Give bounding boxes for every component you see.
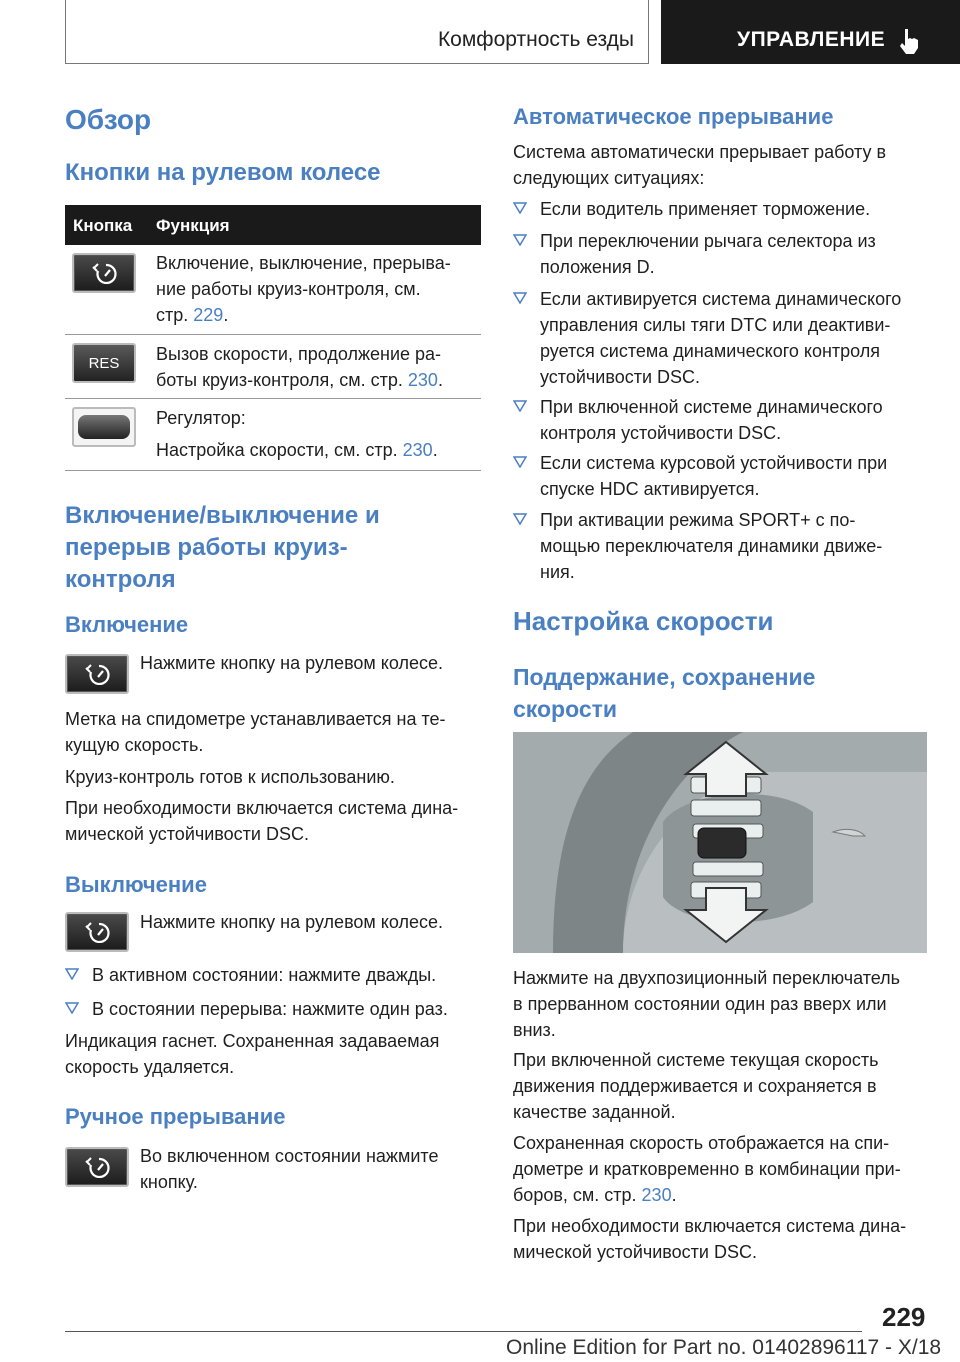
cruise-control-button-icon bbox=[65, 654, 129, 694]
triangle-bullet-icon bbox=[513, 513, 527, 525]
auto-bullet-line: При включенной системе динамического bbox=[540, 397, 883, 417]
keep-title-line: скорости bbox=[513, 696, 618, 722]
header-chapter-tab bbox=[661, 0, 960, 64]
auto-bullet-line: положения D. bbox=[540, 257, 655, 277]
auto-intro-line: Система автоматически прерывает работу в bbox=[513, 142, 887, 162]
paragraph-2 bbox=[513, 1047, 879, 1125]
row1-ref-prefix: стр. bbox=[156, 305, 194, 325]
p3-ref-suffix: . bbox=[671, 1185, 677, 1205]
table-header bbox=[65, 205, 481, 245]
p3-ref-prefix: боров, см. стр. bbox=[513, 1185, 642, 1205]
triangle-bullet-icon bbox=[513, 292, 527, 304]
auto-bullet-line: управления силы тяги DTC или деактиви- bbox=[540, 315, 891, 335]
cruise-control-button-icon bbox=[65, 1147, 129, 1187]
page-link-230[interactable]: 230 bbox=[402, 440, 433, 460]
manual-line: Во включенном состоянии нажмите bbox=[140, 1146, 439, 1166]
manual-title: Ручное прерывание bbox=[65, 1104, 286, 1129]
on-instruction: Нажмите кнопку на рулевом колесе. bbox=[140, 653, 444, 673]
off-bullet-text: В состоянии перерыва: нажмите один раз. bbox=[92, 999, 448, 1019]
row1-line2: ние работы круиз-контроля, см. bbox=[156, 279, 421, 299]
off-p-line: Индикация гаснет. Сохраненная задаваемая bbox=[65, 1031, 440, 1051]
auto-intro-line: следующих ситуациях: bbox=[513, 168, 705, 188]
table-row bbox=[65, 335, 481, 399]
auto-bullet-line: ния. bbox=[540, 562, 575, 582]
res-label: RES bbox=[88, 355, 120, 372]
auto-bullet-line: устойчивости DSC. bbox=[540, 367, 701, 387]
triangle-bullet-icon bbox=[65, 1002, 79, 1014]
onoff-title bbox=[65, 500, 380, 596]
header-section-tab bbox=[65, 0, 649, 64]
off-paragraph bbox=[65, 1028, 439, 1080]
cruise-control-button-icon bbox=[65, 912, 129, 952]
table-row bbox=[65, 399, 481, 471]
buttons-title: Кнопки на рулевом колесе bbox=[65, 159, 381, 186]
auto-bullet-line: Если активируется система динамического bbox=[540, 289, 902, 309]
cruise-control-button-icon bbox=[72, 253, 136, 293]
header-chapter-title: УПРАВЛЕНИЕ bbox=[737, 28, 886, 51]
buttons-table bbox=[65, 205, 481, 471]
row2-line1: Вызов скорости, продолжение ра- bbox=[156, 344, 442, 364]
page-link-230[interactable]: 230 bbox=[641, 1185, 672, 1205]
auto-bullet-line: контроля устойчивости DSC. bbox=[540, 423, 782, 443]
list-item bbox=[513, 286, 901, 390]
overview-title: Обзор bbox=[65, 104, 152, 135]
on-p3-line: При необходимости включается система дина- bbox=[65, 798, 459, 818]
triangle-bullet-icon bbox=[513, 400, 527, 412]
steering-wheel-rocker-photo bbox=[513, 732, 927, 953]
manual-line: кнопку. bbox=[140, 1172, 198, 1192]
paragraph-4 bbox=[513, 1213, 906, 1265]
triangle-bullet-icon bbox=[513, 234, 527, 246]
triangle-bullet-icon bbox=[513, 202, 527, 214]
p4-line: мической устойчивости DSC. bbox=[513, 1242, 757, 1262]
on-paragraph-2: Круиз-контроль готов к использованию. bbox=[65, 767, 395, 787]
p2-line: качестве заданной. bbox=[513, 1102, 676, 1122]
p3-line: Сохраненная скорость отображается на спи- bbox=[513, 1133, 890, 1153]
on-p1-line: кущую скорость. bbox=[65, 735, 204, 755]
p4-line: При необходимости включается система дина- bbox=[513, 1216, 907, 1236]
list-item bbox=[513, 507, 882, 585]
triangle-bullet-icon bbox=[513, 456, 527, 468]
col-button-header: Кнопка bbox=[73, 216, 133, 235]
list-item bbox=[65, 962, 436, 988]
paragraph-3 bbox=[513, 1130, 901, 1208]
onoff-title-line: Включение/выключение и bbox=[65, 502, 380, 529]
list-item bbox=[513, 450, 887, 502]
triangle-bullet-icon bbox=[65, 968, 79, 980]
auto-bullet-line: Если водитель применяет торможение. bbox=[540, 199, 871, 219]
keep-title-line: Поддержание, сохранение bbox=[513, 664, 816, 690]
auto-bullet-line: При активации режима SPORT+ с по- bbox=[540, 510, 856, 530]
row2-ref-prefix: боты круиз-контроля, см. стр. bbox=[156, 370, 408, 390]
speed-title: Настройка скорости bbox=[513, 606, 774, 636]
p2-line: движения поддерживается и сохраняется в bbox=[513, 1076, 877, 1096]
cruise-control-icon bbox=[85, 663, 111, 685]
edition-footer: Online Edition for Part no. 01402896117 - X/18 bbox=[506, 1336, 942, 1359]
row3-ref-suffix: . bbox=[432, 440, 438, 460]
manual-instruction bbox=[140, 1143, 438, 1195]
paragraph-1 bbox=[513, 965, 900, 1043]
p2-line: При включенной системе текущая скорость bbox=[513, 1050, 879, 1070]
off-bullet-text: В активном состоянии: нажмите дважды. bbox=[92, 965, 437, 985]
table-row bbox=[65, 245, 481, 335]
auto-intro bbox=[513, 139, 886, 191]
off-title: Выключение bbox=[65, 872, 207, 897]
p1-line: в прерванном состоянии один раз вверх или bbox=[513, 994, 887, 1014]
row1-line1: Включение, выключение, прерыва- bbox=[156, 253, 451, 273]
auto-bullet-line: мощью переключателя динамики движе- bbox=[540, 536, 883, 556]
auto-bullet-line: При переключении рычага селектора из bbox=[540, 231, 876, 251]
cruise-control-icon bbox=[92, 262, 118, 284]
res-button-icon bbox=[72, 343, 136, 383]
rocker-switch-icon bbox=[72, 407, 136, 447]
list-item bbox=[513, 196, 870, 222]
off-p-line: скорость удаляется. bbox=[65, 1057, 235, 1077]
auto-bullet-line: Если система курсовой устойчивости при bbox=[540, 453, 888, 473]
row1-ref-suffix: . bbox=[223, 305, 229, 325]
on-p3-line: мической устойчивости DSC. bbox=[65, 824, 309, 844]
row2-ref-suffix: . bbox=[437, 370, 443, 390]
footer-divider bbox=[65, 1331, 862, 1332]
steering-wheel-illustration bbox=[513, 732, 927, 953]
p3-line: дометре и кратковременно в комбинации при- bbox=[513, 1159, 901, 1179]
header-section-title: Комфортность езды bbox=[437, 28, 634, 51]
onoff-title-line: перерыв работы круиз- bbox=[65, 534, 348, 561]
page-link-230[interactable]: 230 bbox=[407, 370, 438, 390]
keep-title bbox=[513, 661, 815, 725]
page-number: 229 bbox=[882, 1302, 926, 1332]
auto-bullet-line: спуске HDC активируется. bbox=[540, 479, 760, 499]
p1-line: вниз. bbox=[513, 1020, 556, 1040]
on-paragraph-3 bbox=[65, 795, 458, 847]
cruise-control-icon bbox=[85, 921, 111, 943]
auto-bullet-line: руется система динамического контроля bbox=[540, 341, 881, 361]
auto-title: Автоматическое прерывание bbox=[513, 104, 834, 129]
onoff-title-line: контроля bbox=[65, 566, 176, 593]
list-item bbox=[513, 394, 883, 446]
off-instruction: Нажмите кнопку на рулевом колесе. bbox=[140, 912, 444, 932]
page-link-229[interactable]: 229 bbox=[193, 305, 224, 325]
on-title: Включение bbox=[65, 612, 189, 637]
p1-line: Нажмите на двухпозиционный переключатель bbox=[513, 968, 901, 988]
col-function-header: Функция bbox=[156, 216, 230, 235]
row3-ref-prefix: Настройка скорости, см. стр. bbox=[156, 440, 403, 460]
row3-line1: Регулятор: bbox=[156, 408, 246, 428]
list-item bbox=[513, 228, 876, 280]
on-p1-line: Метка на спидометре устанавливается на те- bbox=[65, 709, 446, 729]
on-paragraph-1 bbox=[65, 706, 446, 758]
cruise-control-icon bbox=[85, 1156, 111, 1178]
list-item bbox=[65, 996, 448, 1022]
hand-pointer-icon bbox=[897, 27, 923, 55]
